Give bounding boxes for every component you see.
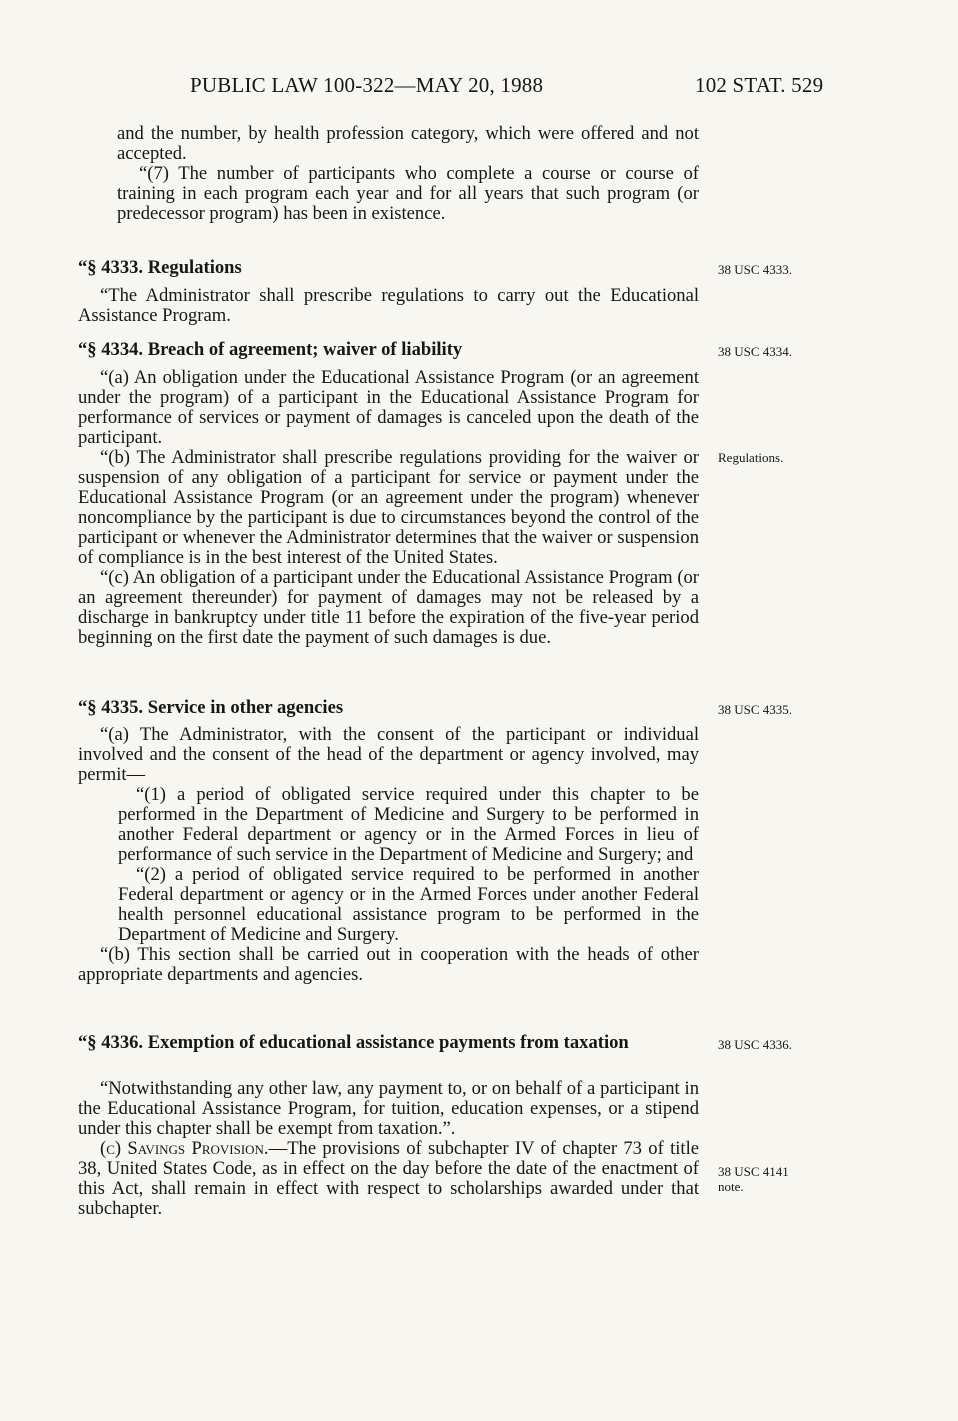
paragraph-4335-a-1-text: “(1) a period of obligated service required under this chapter to be performed in the Department of Medicine and Surgery to be performed in another Federal department or agency or in the Armed Forces in lieu of performance of such service in the Department of Medicine and Surgery; and (118, 784, 699, 865)
section-4336-body (78, 1079, 699, 1219)
section-4333-body (78, 286, 699, 326)
section-4334-body (78, 368, 699, 648)
margin-note-regulations: Regulations. (718, 450, 784, 465)
savings-provision-label: (c) Savings Provision. (100, 1138, 269, 1159)
paragraph-4335-a-2-text: “(2) a period of obligated service required to be performed in another Federal department or agency or in the Armed Forces under another Federal health personnel educational assistance program to be performed in the Department of Medicine and Surgery. (118, 864, 699, 945)
subsection-4334-b: “(b) The Administrator shall prescribe regulations providing for the waiver or suspension of any obligation of a participant for service or payment under the Educational Assistance Program (or an agreement under the program) whenever noncompliance by the participant is due to circumstances beyond the control of the participant or whenever the Administrator determines that the waiver or suspension of compliance is in the best interest of the United States. (78, 447, 699, 568)
savings-provision-paragraph (78, 1139, 699, 1219)
margin-note-4141: 38 USC 4141 note. (718, 1164, 789, 1194)
paragraph-4335-a-2 (78, 865, 699, 945)
savings-provision-text: —The provisions of subchapter IV of chapter 73 of title 38, United States Code, as in effect on the day before the date of the enactment of this Act, shall remain in effect with respect to scholarships awarded under that subchapter. (78, 1138, 700, 1219)
section-4336-text: “Notwithstanding any other law, any payment to, or on behalf of a participant in the Educational Assistance Program, for tuition, education expenses, or a stipend under this chapter shall be exempt from taxation.”. (78, 1078, 699, 1139)
subsection-4335-a: “(a) The Administrator, with the consent of the participant or individual involved and the consent of the head of the department or agency involved, may permit— (78, 724, 699, 785)
section-4333-heading: “§ 4333. Regulations (78, 257, 242, 278)
running-header-stat-page: 102 STAT. 529 (695, 73, 824, 97)
subsection-4334-a: “(a) An obligation under the Educational Assistance Program (or an agreement under the program) of a participant in the Educational Assistance Program for performance of services or payment of damages is canceled upon the death of the participant. (78, 367, 699, 448)
section-4335-body (78, 725, 699, 985)
margin-note-4335: 38 USC 4335. (718, 702, 793, 717)
paragraph-7: “(7) The number of participants who complete a course or course of training in each program each year and for all years that such program (or predecessor program) has been in existence. (117, 163, 699, 224)
continued-paragraph: and the number, by health profession category, which were offered and not accepted. (117, 123, 699, 164)
subsection-4334-c: “(c) An obligation of a participant under the Educational Assistance Program (or an agreement thereunder) for payment of damages may not be released by a discharge in bankruptcy under title 11 before the expiration of the five-year period beginning on the first date the payment of such damages is due. (78, 567, 699, 648)
section-4335-heading: “§ 4335. Service in other agencies (78, 697, 344, 718)
margin-note-4336: 38 USC 4336. (718, 1037, 793, 1052)
intro-block (117, 124, 699, 224)
subsection-4335-b: “(b) This section shall be carried out in cooperation with the heads of other appropriate departments and agencies. (78, 944, 699, 985)
margin-note-4334: 38 USC 4334. (718, 344, 793, 359)
margin-note-4333: 38 USC 4333. (718, 262, 793, 277)
running-header-title: PUBLIC LAW 100-322—MAY 20, 1988 (190, 73, 544, 97)
paragraph-4335-a-1 (78, 785, 699, 865)
section-4336-heading: “§ 4336. Exemption of educational assistance payments from taxation (78, 1032, 629, 1053)
section-4333-text: “The Administrator shall prescribe regulations to carry out the Educational Assistance Program. (78, 285, 699, 326)
section-4334-heading: “§ 4334. Breach of agreement; waiver of liability (78, 339, 463, 360)
